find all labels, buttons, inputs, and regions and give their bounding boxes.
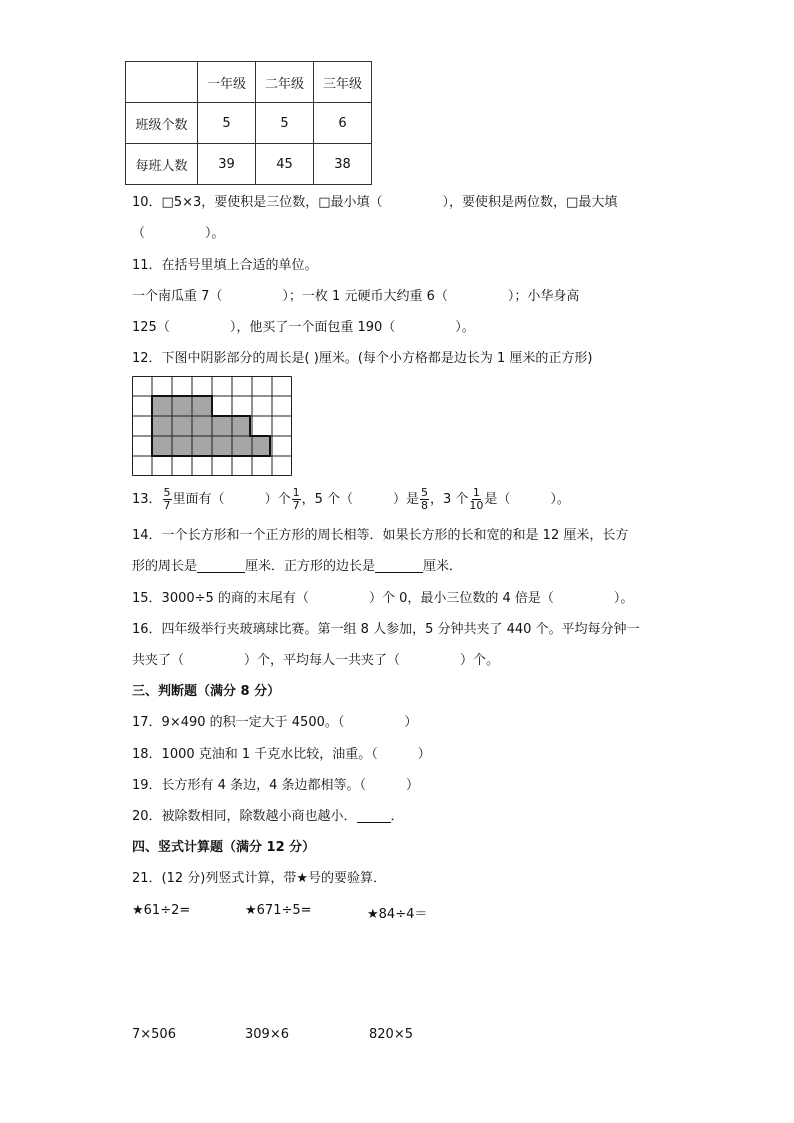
question-11-text: 125（ xyxy=(132,320,170,335)
question-11-text: ），他买了一个面包重 190（ xyxy=(229,320,396,335)
question-20-text: 20．被除数相同，除数越小商也越小． xyxy=(132,809,357,824)
question-13-text: ）。 xyxy=(550,492,570,507)
question-10-text: ）。 xyxy=(205,226,225,241)
section-3-heading: 三、判断题（满分 8 分） xyxy=(132,684,281,699)
fraction xyxy=(292,487,301,512)
table-row-label: 班级个数 xyxy=(126,103,198,144)
table-row xyxy=(126,103,372,144)
question-16-text: 共夹了（ xyxy=(132,653,185,668)
fraction-denominator: 8 xyxy=(421,499,428,512)
question-16: 16．四年级举行夹玻璃球比赛。第一组 8 人参加，5 分钟共夹了 440 个。平均每分钟一 xyxy=(132,622,640,637)
answer-underline[interactable] xyxy=(357,808,391,823)
fraction-numerator: 1 xyxy=(472,486,480,499)
question-14-text: 形的周长是 xyxy=(132,559,198,574)
question-14: 14．一个长方形和一个正方形的周长相等．如果长方形的长和宽的和是 12 厘米，长方 xyxy=(132,528,629,543)
question-14-text: 厘米．正方形的边长是 xyxy=(245,559,376,574)
question-15-text: 15．3000÷5 的商的末尾有（ xyxy=(132,591,309,606)
calc-item: 7×506 xyxy=(132,1027,176,1042)
question-19-text: 19．长方形有 4 条边，4 条边都相等。（ xyxy=(132,778,366,793)
question-18-text: ） xyxy=(417,747,431,762)
calc-item: ★84÷4＝ xyxy=(367,907,428,922)
question-12: 12．下图中阴影部分的周长是( )厘米。(每个小方格都是边长为 1 厘米的正方形) xyxy=(132,351,593,366)
question-19-text: ） xyxy=(405,778,419,793)
question-20 xyxy=(132,808,404,826)
table-cell: 45 xyxy=(256,144,314,185)
question-13-text: 13． xyxy=(132,492,162,507)
question-11 xyxy=(132,288,579,306)
question-16-text: ）个，平均每人一共夹了（ xyxy=(244,653,401,668)
fraction-numerator: 1 xyxy=(292,486,300,499)
question-20-text: ． xyxy=(390,809,404,824)
section-4-heading: 四、竖式计算题（满分 12 分） xyxy=(132,840,316,855)
question-11-text: 一个南瓜重 7（ xyxy=(132,289,223,304)
question-17-text: ） xyxy=(404,715,418,730)
question-13-text: ）个 xyxy=(264,492,291,507)
question-13-text: ，3 个 xyxy=(430,492,469,507)
question-18-text: 18．1000 克油和 1 千克水比较，油重。（ xyxy=(132,747,378,762)
table-cell: 5 xyxy=(198,103,256,144)
question-16-text: ）个。 xyxy=(460,653,500,668)
question-11-cont xyxy=(132,319,475,337)
question-13-text: ）是 xyxy=(392,492,419,507)
question-11-text: ）；一枚 1 元硬币大约重 6（ xyxy=(282,289,448,304)
question-14-cont xyxy=(132,558,462,576)
table-header-cell xyxy=(126,62,198,103)
fraction-numerator: 5 xyxy=(163,486,171,499)
question-11-text: ）。 xyxy=(455,320,475,335)
table-row xyxy=(126,144,372,185)
question-21-title: 21．(12 分)列竖式计算，带★号的要验算． xyxy=(132,871,387,886)
question-13-text: 里面有（ xyxy=(172,492,225,507)
table-cell: 5 xyxy=(256,103,314,144)
fraction-denominator: 7 xyxy=(292,499,300,512)
table-row-label: 每班人数 xyxy=(126,144,198,185)
question-15 xyxy=(132,590,633,608)
class-table xyxy=(125,61,372,185)
question-10 xyxy=(132,194,617,212)
answer-underline[interactable] xyxy=(375,558,423,573)
table-header-cell: 三年级 xyxy=(314,62,372,103)
fraction-denominator: 10 xyxy=(469,499,484,512)
table-cell: 6 xyxy=(314,103,372,144)
table-cell: 39 xyxy=(198,144,256,185)
shaded-grid-figure xyxy=(132,376,292,476)
question-17-text: 17．9×490 的积一定大于 4500。（ xyxy=(132,715,345,730)
table-header-cell: 一年级 xyxy=(198,62,256,103)
question-15-text: ）。 xyxy=(613,591,634,606)
question-17 xyxy=(132,714,417,732)
calc-item: ★671÷5= xyxy=(245,903,312,918)
calc-item: ★61÷2= xyxy=(132,903,191,918)
question-16-cont xyxy=(132,652,499,670)
calc-item: 309×6 xyxy=(245,1027,289,1042)
question-13-text: ，5 个（ xyxy=(301,492,353,507)
fraction-denominator: 7 xyxy=(163,499,171,512)
table-cell: 38 xyxy=(314,144,372,185)
question-18 xyxy=(132,746,431,764)
answer-underline[interactable] xyxy=(197,558,245,573)
question-10-text: ），要使积是两位数，□最大填 xyxy=(442,195,618,210)
fraction xyxy=(469,487,483,512)
question-15-text: ）个 0，最小三位数的 4 倍是（ xyxy=(368,591,554,606)
table-header-row xyxy=(126,62,372,103)
question-10-cont xyxy=(132,225,225,243)
table-header-cell: 二年级 xyxy=(256,62,314,103)
question-10-text: （ xyxy=(132,226,146,241)
question-10-text: 10．□5×3，要使积是三位数，□最小填（ xyxy=(132,195,383,210)
question-11-text: ）；小华身高 xyxy=(507,289,580,304)
question-13-text: 是（ xyxy=(484,492,511,507)
calc-item: 820×5 xyxy=(369,1027,413,1042)
question-14-text: 厘米． xyxy=(423,559,463,574)
fraction-numerator: 5 xyxy=(421,486,428,499)
question-19 xyxy=(132,777,419,795)
fraction xyxy=(420,487,429,512)
fraction xyxy=(163,487,172,512)
question-11-title: 11．在括号里填上合适的单位。 xyxy=(132,258,318,273)
question-13 xyxy=(132,486,570,514)
